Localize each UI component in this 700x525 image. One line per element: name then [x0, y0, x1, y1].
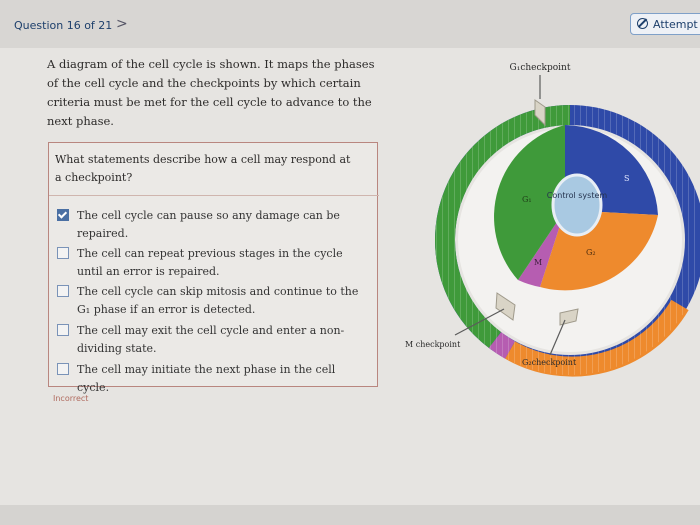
checkbox-icon[interactable] [57, 247, 69, 259]
label-g1: G₁ [522, 195, 532, 204]
answer-option-3[interactable] [57, 283, 362, 319]
checkbox-icon[interactable] [57, 285, 69, 297]
cell-cycle-diagram [400, 55, 700, 385]
control-system [553, 175, 601, 235]
checkbox-icon[interactable] [57, 324, 69, 336]
top-bar [0, 0, 700, 49]
attempt-label: Attempt [653, 18, 698, 31]
question-box [48, 142, 378, 394]
g1-checkpoint-label: G₁checkpoint [509, 63, 571, 73]
g2-checkpoint-label: G₂checkpoint [522, 358, 577, 367]
attempt-button[interactable] [630, 13, 700, 35]
m-checkpoint-label: M checkpoint [405, 340, 461, 349]
option-label: The cell cycle can pause so any damage can be repaired. [77, 209, 340, 240]
answer-option-4[interactable] [57, 322, 362, 358]
no-sign-icon [637, 18, 648, 29]
answer-option-2[interactable] [57, 245, 362, 281]
label-s: S [624, 174, 630, 183]
footer-strip [0, 505, 700, 525]
option-label: The cell cycle can skip mitosis and continue to the G₁ phase if an error is detected. [77, 285, 359, 316]
feedback-text: Incorrect [53, 394, 89, 403]
question-counter: Question 16 of 21 [14, 19, 113, 32]
option-label: The cell may initiate the next phase in the cell cycle. [77, 363, 336, 394]
question-prompt: A diagram of the cell cycle is shown. It maps the phases of the cell cycle and the checkpoints by which certain criteria must be met for the cell cycle to advance to the next phase. [47, 57, 375, 128]
answer-option-1[interactable] [57, 207, 362, 243]
label-g2: G₂ [586, 248, 596, 257]
question-title: What statements describe how a cell may respond at a checkpoint? [55, 153, 351, 184]
option-label: The cell may exit the cell cycle and enter a non-dividing state. [77, 324, 345, 355]
answer-option-5[interactable] [57, 361, 362, 397]
next-question-chevron-icon[interactable]: > [116, 16, 128, 32]
option-label: The cell can repeat previous stages in the cycle until an error is repaired. [77, 247, 343, 278]
checkbox-checked-icon[interactable] [57, 209, 69, 221]
checkbox-icon[interactable] [57, 363, 69, 375]
divider [49, 195, 379, 196]
label-m: M [534, 258, 543, 267]
control-system-label: Control system [546, 191, 608, 200]
